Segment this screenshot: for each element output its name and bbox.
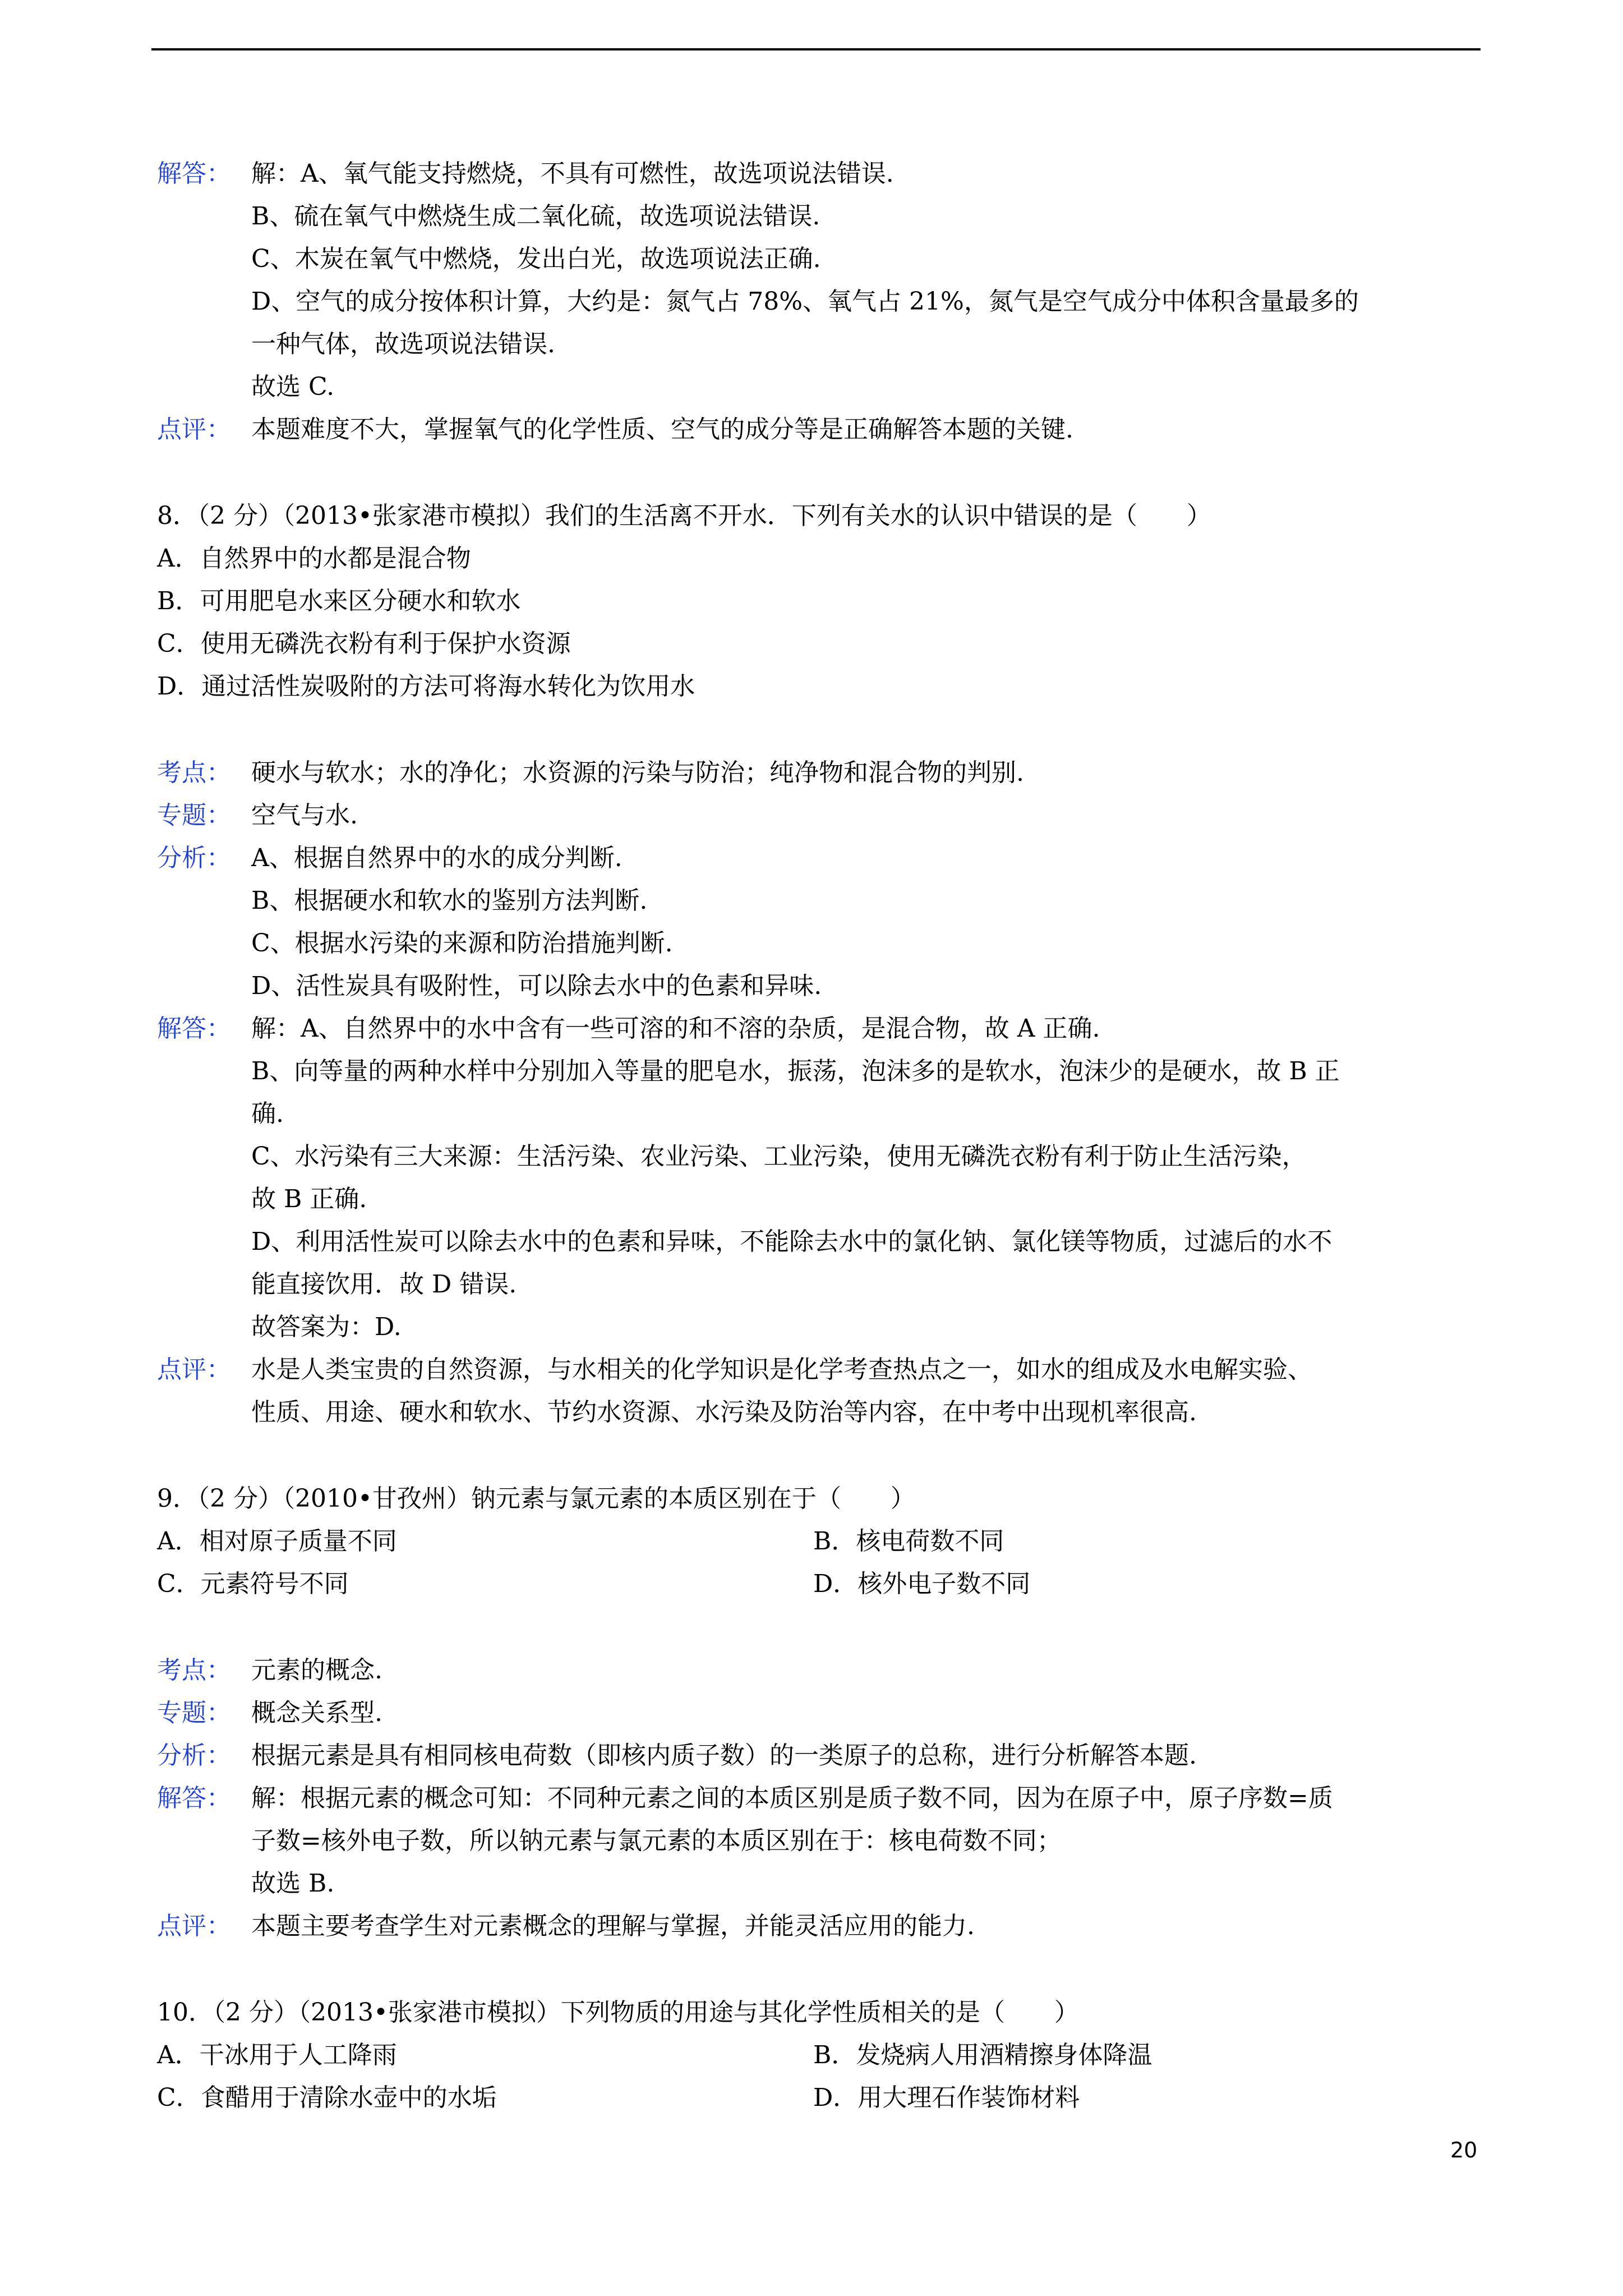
fenxi-label: 分析： xyxy=(157,1741,231,1770)
question-9-option-b: B．核电荷数不同 xyxy=(813,1527,1004,1556)
question-10-option-c: C．食醋用于清除水壶中的水垢 xyxy=(157,2083,497,2112)
fenxi-line: A、根据自然界中的水的成分判断. xyxy=(251,844,623,872)
fenxi-text: 根据元素是具有相同核电荷数（即核内质子数）的一类原子的总称，进行分析解答本题. xyxy=(251,1741,1197,1770)
answer-label: 解答： xyxy=(157,159,231,188)
kaodian-text: 硬水与软水；水的净化；水资源的污染与防治；纯净物和混合物的判别. xyxy=(251,758,1024,787)
question-10-option-b: B．发烧病人用酒精擦身体降温 xyxy=(813,2041,1152,2069)
answer-line: D、利用活性炭可以除去水中的色素和异味，不能除去水中的氯化钠、氯化镁等物质，过滤后的水不 xyxy=(251,1227,1332,1256)
answer-line: 解：根据元素的概念可知：不同种元素之间的本质区别是质子数不同，因为在原子中，原子序数=质 xyxy=(251,1784,1333,1812)
comment-label: 点评： xyxy=(157,1912,231,1940)
answer-line: 故 B 正确. xyxy=(251,1185,367,1213)
answer-line: B、硫在氧气中燃烧生成二氧化硫，故选项说法错误. xyxy=(251,202,820,231)
comment-line: 水是人类宝贵的自然资源，与水相关的化学知识是化学考查热点之一，如水的组成及水电解实验、 xyxy=(251,1355,1312,1384)
question-8-stem: 8．（2 分）（2013•张家港市模拟）我们的生活离不开水．下列有关水的认识中错误的是（ ） xyxy=(157,501,1211,530)
kaodian-label: 考点： xyxy=(157,1656,231,1685)
answer-line: C、水污染有三大来源：生活污染、农业污染、工业污染，使用无磷洗衣粉有利于防止生活污染， xyxy=(251,1142,1307,1171)
question-8-option-c: C．使用无磷洗衣粉有利于保护水资源 xyxy=(157,629,571,658)
answer-label: 解答： xyxy=(157,1784,231,1812)
comment-label: 点评： xyxy=(157,1355,231,1384)
answer-line: 解：A、自然界中的水中含有一些可溶的和不溶的杂质，是混合物，故 A 正确. xyxy=(251,1014,1100,1043)
zhuanti-label: 专题： xyxy=(157,1699,231,1727)
question-9-option-c: C．元素符号不同 xyxy=(157,1570,349,1598)
answer-line: 解：A、氧气能支持燃烧，不具有可燃性，故选项说法错误. xyxy=(251,159,894,188)
comment-text: 本题主要考查学生对元素概念的理解与掌握，并能灵活应用的能力. xyxy=(251,1912,975,1940)
question-9-option-d: D．核外电子数不同 xyxy=(813,1570,1031,1598)
comment-line: 性质、用途、硬水和软水、节约水资源、水污染及防治等内容，在中考中出现机率很高. xyxy=(251,1398,1197,1427)
question-8-option-a: A．自然界中的水都是混合物 xyxy=(157,544,471,573)
answer-line: D、空气的成分按体积计算，大约是：氮气占 78%、氧气占 21%，氮气是空气成分中体积含量最多的 xyxy=(251,287,1359,316)
zhuanti-label: 专题： xyxy=(157,801,231,830)
fenxi-line: D、活性炭具有吸附性，可以除去水中的色素和异味. xyxy=(251,972,822,1000)
question-9-option-a: A．相对原子质量不同 xyxy=(157,1527,397,1556)
header-rule xyxy=(151,48,1481,50)
kaodian-text: 元素的概念. xyxy=(251,1656,382,1685)
answer-line: 能直接饮用．故 D 错误. xyxy=(251,1270,517,1299)
answer-label: 解答： xyxy=(157,1014,231,1043)
answer-line: 子数=核外电子数，所以钠元素与氯元素的本质区别在于：核电荷数不同； xyxy=(251,1826,1062,1855)
page-number: 20 xyxy=(1450,2138,1478,2162)
question-10-option-d: D．用大理石作装饰材料 xyxy=(813,2083,1080,2112)
answer-line: 故选 B. xyxy=(251,1869,335,1898)
zhuanti-text: 空气与水. xyxy=(251,801,358,830)
fenxi-line: C、根据水污染的来源和防治措施判断. xyxy=(251,929,673,958)
fenxi-label: 分析： xyxy=(157,844,231,872)
question-10-option-a: A．干冰用于人工降雨 xyxy=(157,2041,397,2069)
comment-label: 点评： xyxy=(157,415,231,444)
answer-line: 确. xyxy=(251,1099,284,1128)
answer-line: 故选 C. xyxy=(251,372,335,401)
zhuanti-text: 概念关系型. xyxy=(251,1699,382,1727)
comment-text: 本题难度不大，掌握氧气的化学性质、空气的成分等是正确解答本题的关键. xyxy=(251,415,1073,444)
answer-line: C、木炭在氧气中燃烧，发出白光，故选项说法正确. xyxy=(251,245,821,273)
fenxi-line: B、根据硬水和软水的鉴别方法判断. xyxy=(251,886,648,915)
question-8-option-d: D．通过活性炭吸附的方法可将海水转化为饮用水 xyxy=(157,672,695,701)
question-10-stem: 10．（2 分）（2013•张家港市模拟）下列物质的用途与其化学性质相关的是（ ） xyxy=(157,1998,1079,2027)
kaodian-label: 考点： xyxy=(157,758,231,787)
question-8-option-b: B．可用肥皂水来区分硬水和软水 xyxy=(157,587,521,615)
question-9-stem: 9．（2 分）（2010•甘孜州）钠元素与氯元素的本质区别在于（ ） xyxy=(157,1484,915,1513)
answer-line: 故答案为：D. xyxy=(251,1313,402,1341)
answer-line: B、向等量的两种水样中分别加入等量的肥皂水，振荡，泡沫多的是软水，泡沫少的是硬水，故 B 正 xyxy=(251,1057,1340,1085)
answer-line: 一种气体，故选项说法错误. xyxy=(251,330,555,358)
